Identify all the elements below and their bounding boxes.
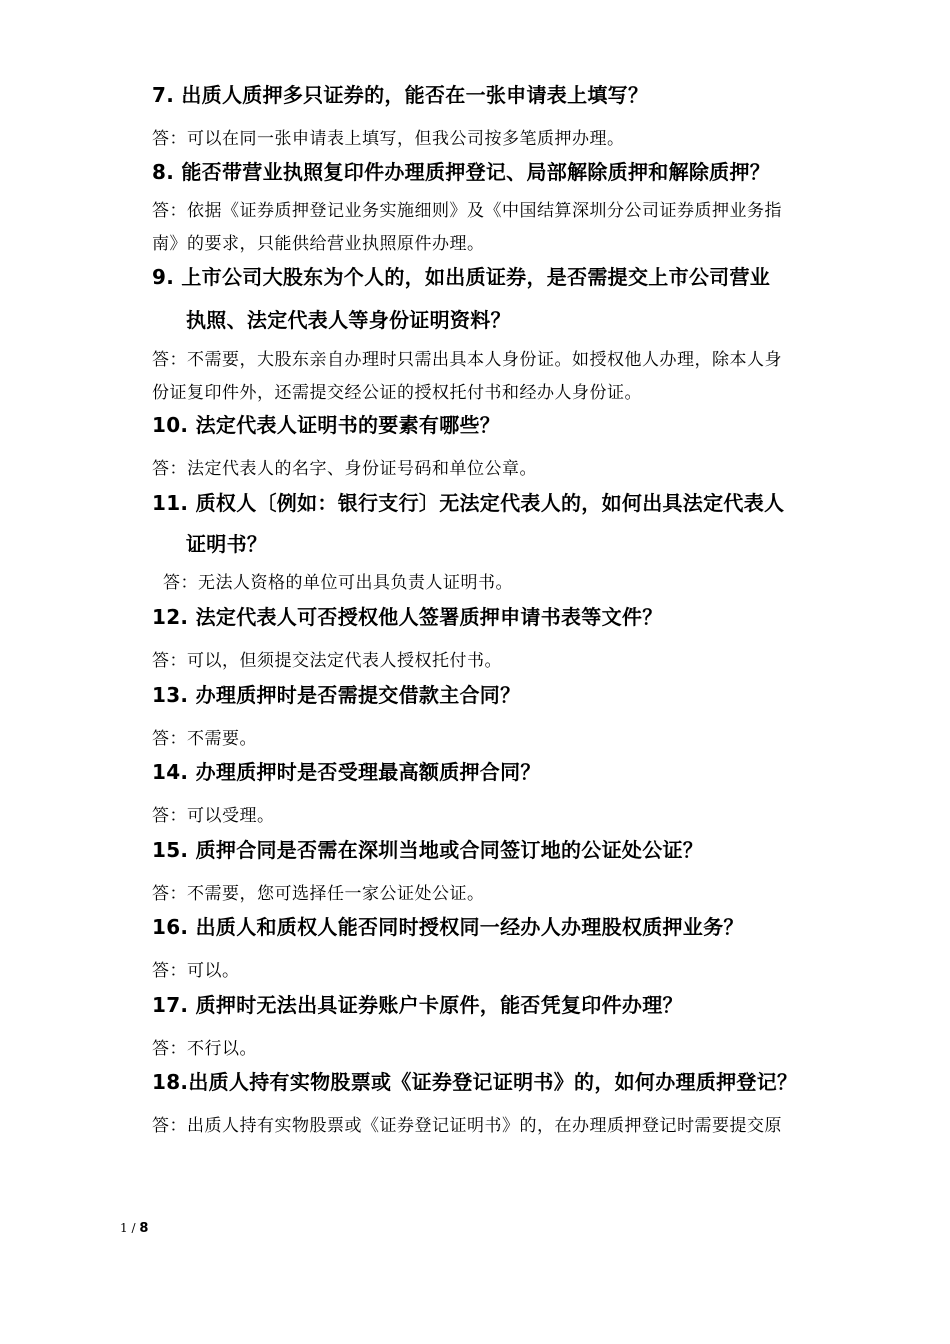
question-9-line-2: 执照、法定代表人等身份证明资料？ <box>186 308 511 332</box>
question-12: 12. 法定代表人可否授权他人签署质押申请书表等文件？ <box>152 605 663 629</box>
question-15: 15. 质押合同是否需在深圳当地或合同签订地的公证处公证？ <box>152 838 704 862</box>
answer-16: 答：可以。 <box>152 961 240 981</box>
answer-7: 答：可以在同一张申请表上填写，但我公司按多笔质押办理。 <box>152 129 625 149</box>
answer-13: 答：不需要。 <box>152 729 257 749</box>
answer-11: 答：无法人资格的单位可出具负责人证明书。 <box>163 573 513 593</box>
question-11-line-2: 证明书？ <box>186 532 268 556</box>
question-11-line-1: 11. 质权人〔例如：银行支行〕无法定代表人的，如何出具法定代表人 <box>152 491 785 515</box>
answer-15: 答：不需要，您可选择任一家公证处公证。 <box>152 884 485 904</box>
answer-17: 答：不行以。 <box>152 1039 257 1059</box>
page-total: 8 <box>139 1221 149 1236</box>
question-14: 14. 办理质押时是否受理最高额质押合同？ <box>152 760 541 784</box>
question-16: 16. 出质人和质权人能否同时授权同一经办人办理股权质押业务？ <box>152 915 744 939</box>
page-number <box>120 1221 148 1236</box>
question-10: 10. 法定代表人证明书的要素有哪些？ <box>152 413 501 437</box>
answer-9-line-1: 答：不需要，大股东亲自办理时只需出具本人身份证。如授权他人办理，除本人身 <box>152 350 782 370</box>
answer-8-line-2: 南》的要求，只能供给营业执照原件办理。 <box>152 234 485 254</box>
question-13: 13. 办理质押时是否需提交借款主合同？ <box>152 683 521 707</box>
page-current: 1 <box>120 1221 128 1235</box>
question-9-line-1: 9. 上市公司大股东为个人的，如出质证券，是否需提交上市公司营业 <box>152 265 771 289</box>
question-8: 8. 能否带营业执照复印件办理质押登记、局部解除质押和解除质押？ <box>152 160 771 184</box>
answer-8-line-1: 答：依据《证券质押登记业务实施细则》及《中国结算深圳分公司证券质押业务指 <box>152 201 782 221</box>
answer-9-line-2: 份证复印件外，还需提交经公证的授权托付书和经办人身份证。 <box>152 383 642 403</box>
answer-18: 答：出质人持有实物股票或《证券登记证明书》的，在办理质押登记时需要提交原 <box>152 1116 782 1136</box>
page-separator: / <box>127 1221 140 1235</box>
answer-10: 答：法定代表人的名字、身份证号码和单位公章。 <box>152 459 537 479</box>
question-17: 17. 质押时无法出具证券账户卡原件，能否凭复印件办理？ <box>152 993 683 1017</box>
answer-12: 答：可以，但须提交法定代表人授权托付书。 <box>152 651 502 671</box>
question-7: 7. 出质人质押多只证券的，能否在一张申请表上填写？ <box>152 83 649 107</box>
answer-14: 答：可以受理。 <box>152 806 275 826</box>
question-18: 18.出质人持有实物股票或《证券登记证明书》的，如何办理质押登记？ <box>152 1070 798 1094</box>
